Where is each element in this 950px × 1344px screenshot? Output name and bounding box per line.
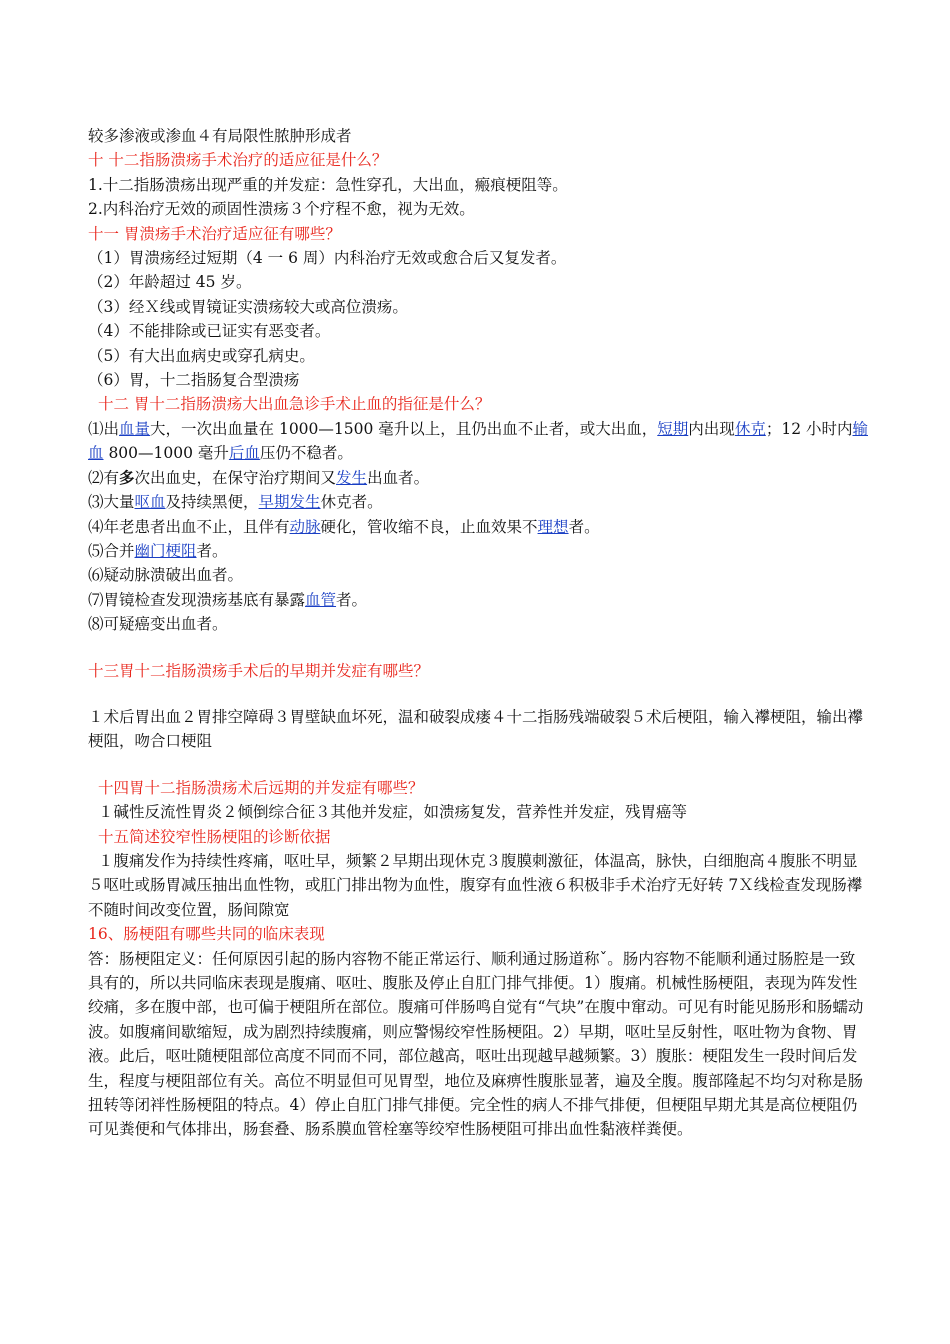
- answer-line: （5）有大出血病史或穿孔病史。: [88, 346, 315, 365]
- question-heading-12: 十二 胃十二指肠溃疡大出血急诊手术止血的指征是什么？: [98, 395, 491, 414]
- text-span: 者。: [336, 590, 368, 609]
- answer-item-2: [88, 466, 868, 490]
- question-heading-15: 十五简述狡窄性肠梗阻的诊断依据: [98, 827, 331, 846]
- spacer: [88, 637, 868, 659]
- answer-item-7: [88, 588, 868, 612]
- document-page: [88, 124, 868, 1142]
- text-span: ⑴出: [88, 419, 120, 438]
- answer-line: 2.内科治疗无效的顽固性溃疡３个疗程不愈，视为无效。: [88, 200, 475, 219]
- text-span: 出血者。: [367, 468, 430, 487]
- answer-line: （3）经Ｘ线或胃镜证实溃疡较大或高位溃疡。: [88, 297, 408, 316]
- hyperlink-hematemesis[interactable]: 呕血: [134, 493, 166, 512]
- hyperlink-after-blood[interactable]: 后血: [228, 444, 260, 463]
- text-span: 硬化，管收缩不良，止血效果不: [320, 517, 538, 536]
- question-heading-10: 十 十二指肠溃疡手术治疗的适应征是什么？: [88, 151, 388, 170]
- bold-text: 多: [119, 467, 135, 487]
- answer-line: 1.十二指肠溃疡出现严重的并发症：急性穿孔，大出血，瘢痕梗阻等。: [88, 175, 568, 194]
- text-span: ⑸合并: [88, 541, 135, 560]
- hyperlink-transfusion[interactable]: 输血: [88, 419, 868, 463]
- text-span: ⑵有: [88, 468, 120, 487]
- hyperlink-blood-volume[interactable]: 血量: [119, 419, 151, 438]
- answer-paragraph-14: １碱性反流性胃炎２倾倒综合征３其他并发症，如溃疡复发，营养性并发症，残胃癌等: [98, 803, 688, 822]
- answer-item-1: [88, 417, 868, 466]
- text-span: ⑺胃镜检查发现溃疡基底有暴露: [88, 590, 306, 609]
- question-heading-11: 十一 胃溃疡手术治疗适应征有哪些？: [88, 224, 341, 243]
- answer-item-4: [88, 515, 868, 539]
- answer-item-8: ⑻可疑癌变出血者。: [88, 615, 228, 634]
- text-span: ⑶大量: [88, 493, 135, 512]
- answer-item-6: ⑹疑动脉溃破出血者。: [88, 566, 244, 585]
- answer-item-5: [88, 539, 868, 563]
- answer-paragraph-13: １术后胃出血２胃排空障碍３胃壁缺血坏死，温和破裂成瘘４十二指肠残端破裂５术后梗阻，输入襻梗阻，输出襻梗阻，吻合口梗阻: [88, 707, 864, 751]
- hyperlink-artery[interactable]: 动脉: [289, 517, 321, 536]
- hyperlink-shock[interactable]: 休克: [734, 419, 766, 438]
- hyperlink-blood-vessel[interactable]: 血管: [305, 590, 337, 609]
- answer-line: （1）胃溃疡经过短期（4 一 6 周）内科治疗无效或愈合后又复发者。: [88, 249, 567, 268]
- answer-paragraph-16: 答：肠梗阻定义：任何原因引起的肠内容物不能正常运行、顺利通过肠道称ˇ。肠内容物不能顺利通过肠腔是一致具有的，所以共同临床表现是腹痛、呕吐、腹胀及停止自肛门排气排便。1）腹痛。机械性肠梗阻，表现为阵发性绞痛，多在腹中部，也可偏于梗阻所在部位。腹痛可伴肠鸣自觉有“气块”在腹中窜动。可见有时能见肠形和肠蠕动波。如腹痛间歇缩短，成为剧烈持续腹痛，则应警惕绞窄性肠梗阻。2）早期，呕吐呈反射性，呕吐物为食物、胃液。此后，呕吐随梗阻部位高度不同而不同，部位越高，呕吐出现越早越频繁。3）腹胀：梗阻发生一段时间后发生，程度与梗阻部位有关。高位不明显但可见胃型，地位及麻痹性腹胀显著，遍及全腹。腹部隆起不均匀对称是肠扭转等闭袢性肠梗阻的特点。4）停止自肛门排气排便。完全性的病人不排气排便，但梗阻早期尤其是高位梗阻仍可见粪便和气体排出，肠套叠、肠系膜血管栓塞等绞窄性肠梗阻可排出血性黏液样粪便。: [88, 949, 864, 1139]
- text-line: 较多渗液或渗血４有局限性脓肿形成者: [88, 127, 352, 145]
- answer-paragraph-15: １腹痛发作为持续性疼痛，呕吐早，频繁２早期出现休克３腹膜刺激征，体温高，脉快，白细胞高４腹胀不明显５呕吐或肠胃减压抽出血性物，或肛门排出物为血性，腹穿有血性液６积极非手术治疗无好转 7Ｘ线检查发现肠襻不随时间改变位置，肠间隙宽: [88, 851, 863, 919]
- question-heading-14: 十四胃十二指肠溃疡术后远期的并发症有哪些？: [98, 778, 424, 797]
- text-span: 内出现: [688, 419, 735, 438]
- text-span: 及持续黑便，: [165, 493, 259, 512]
- text-span: 压仍不稳者。: [259, 444, 353, 463]
- answer-line: （6）胃，十二指肠复合型溃疡: [88, 371, 300, 390]
- text-span: ⑷年老患者出血不止，且伴有: [88, 517, 290, 536]
- text-span: ；12 小时内: [765, 419, 853, 438]
- question-heading-13: 十三胃十二指肠溃疡手术后的早期并发症有哪些？: [88, 661, 430, 680]
- question-heading-16: 16、肠梗阻有哪些共同的临床表现: [88, 925, 325, 944]
- answer-item-3: [88, 490, 868, 514]
- hyperlink-pyloric-obstruction[interactable]: 幽门梗阻: [134, 541, 197, 560]
- text-span: 休克者。: [320, 493, 383, 512]
- hyperlink-occur[interactable]: 发生: [336, 468, 368, 487]
- answer-line: （4）不能排除或已证实有恶变者。: [88, 322, 331, 341]
- text-span: 者。: [196, 541, 228, 560]
- text-span: 者。: [568, 517, 600, 536]
- hyperlink-ideal[interactable]: 理想: [537, 517, 569, 536]
- text-span: 次出血史，在保守治疗期间又: [134, 468, 337, 487]
- answer-line: （2）年龄超过 45 岁。: [88, 273, 252, 292]
- hyperlink-short-term[interactable]: 短期: [657, 419, 689, 438]
- text-span: 800—1000 毫升: [103, 444, 229, 463]
- hyperlink-early-occur[interactable]: 早期发生: [258, 493, 321, 512]
- spacer: [88, 754, 868, 776]
- spacer: [88, 683, 868, 705]
- text-span: 大，一次出血量在 1000—1500 毫升以上，且仍出血不止者，或大出血，: [150, 419, 658, 438]
